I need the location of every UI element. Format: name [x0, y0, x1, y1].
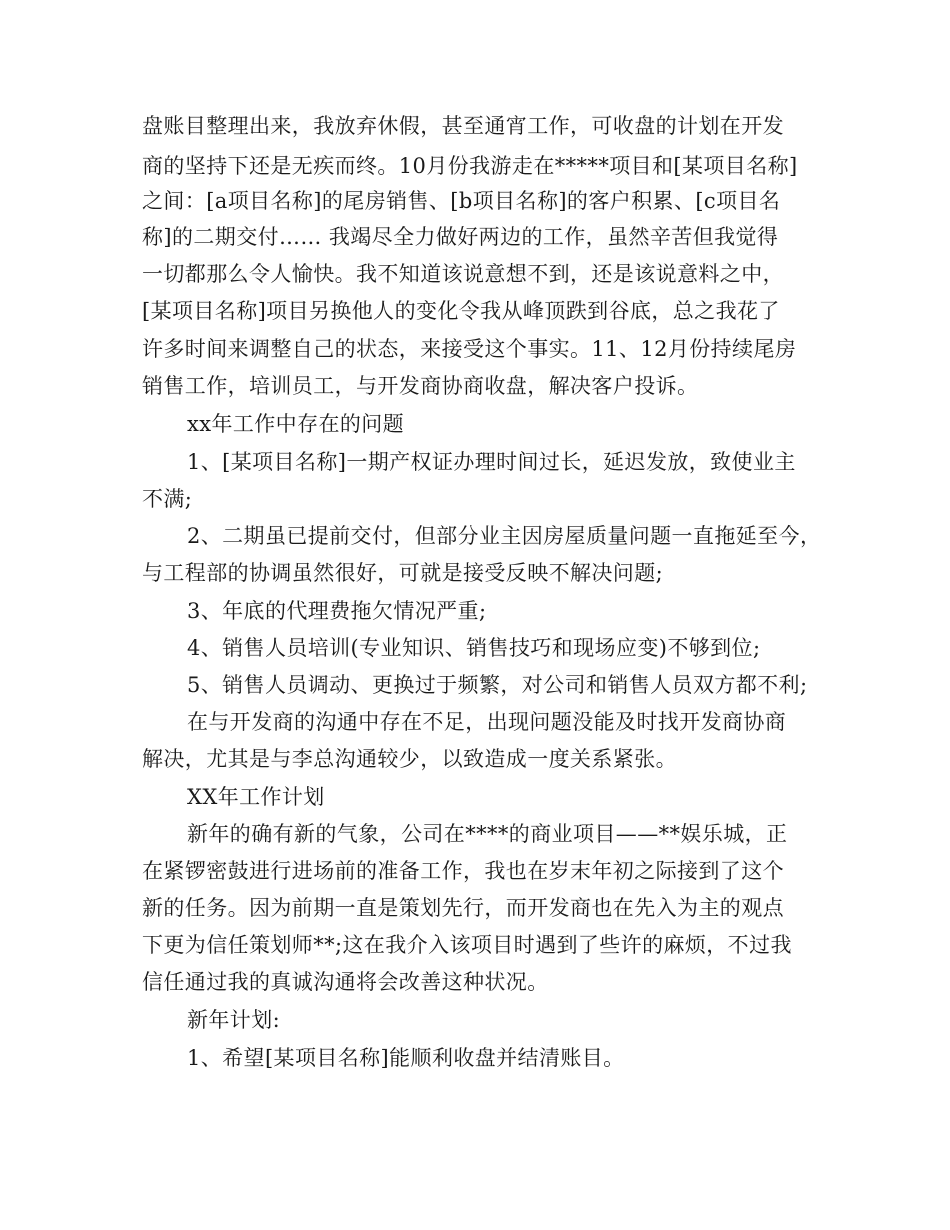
paragraph-line: 在与开发商的沟通中存在不足，出现问题没能及时找开发商协商: [187, 710, 787, 734]
paragraph-line: 商的坚持下还是无疾而终。10月份我游走在*****项目和[某项目名称]: [142, 154, 798, 178]
list-item: 1、希望[某项目名称]能顺利收盘并结清账目。: [187, 1046, 625, 1070]
paragraph-line: 一切都那么令人愉快。我不知道该说意想不到，还是该说意料之中，: [142, 262, 784, 286]
list-item-continuation: 不满;: [142, 487, 193, 511]
section-heading-plan: XX年工作计划: [187, 785, 325, 809]
paragraph-line: 新年的确有新的气象，公司在****的商业项目——**娱乐城，正: [187, 822, 788, 846]
paragraph-line: 在紧锣密鼓进行进场前的准备工作，我也在岁末年初之际接到了这个: [142, 859, 784, 883]
list-item-continuation: 与工程部的协调虽然很好，可就是接受反映不解决问题;: [142, 561, 664, 585]
paragraph-line: 许多时间来调整自己的状态，来接受这个事实。11、12月份持续尾房: [142, 337, 797, 361]
paragraph-line: 之间：[a项目名称]的尾房销售、[b项目名称]的客户积累、[c项目名: [142, 189, 781, 213]
list-item: 2、二期虽已提前交付，但部分业主因房屋质量问题一直拖延至今，: [187, 524, 822, 548]
paragraph-line: 销售工作，培训员工，与开发商协商收盘，解决客户投诉。: [142, 374, 699, 398]
paragraph-line: 下更为信任策划师**;这在我介入该项目时遇到了些许的麻烦，不过我: [142, 933, 792, 957]
list-item: 5、销售人员调动、更换过于频繁，对公司和销售人员双方都不利;: [187, 673, 808, 697]
paragraph-line: 新的任务。因为前期一直是策划先行，而开发商也在先入为主的观点: [142, 896, 784, 920]
list-item: 3、年底的代理费拖欠情况严重;: [187, 599, 487, 623]
paragraph-line: 信任通过我的真诚沟通将会改善这种状况。: [142, 970, 549, 994]
section-heading-problems: xx年工作中存在的问题: [187, 412, 405, 436]
paragraph-line: 称]的二期交付…… 我竭尽全力做好两边的工作，虽然辛苦但我觉得: [142, 225, 779, 249]
paragraph-line: 解决，尤其是与李总沟通较少，以致造成一度关系紧张。: [142, 747, 677, 771]
list-item: 4、销售人员培训(专业知识、销售技巧和现场应变)不够到位;: [187, 636, 761, 660]
paragraph-line: [某项目名称]项目另换他人的变化令我从峰顶跌到谷底，总之我花了: [142, 299, 780, 323]
paragraph-line: 盘账目整理出来，我放弃休假，甚至通宵工作，可收盘的计划在开发: [142, 114, 784, 138]
list-item: 1、[某项目名称]一期产权证办理时间过长，延迟发放，致使业主: [187, 450, 796, 474]
section-heading-new-year-plan: 新年计划:: [187, 1008, 281, 1032]
